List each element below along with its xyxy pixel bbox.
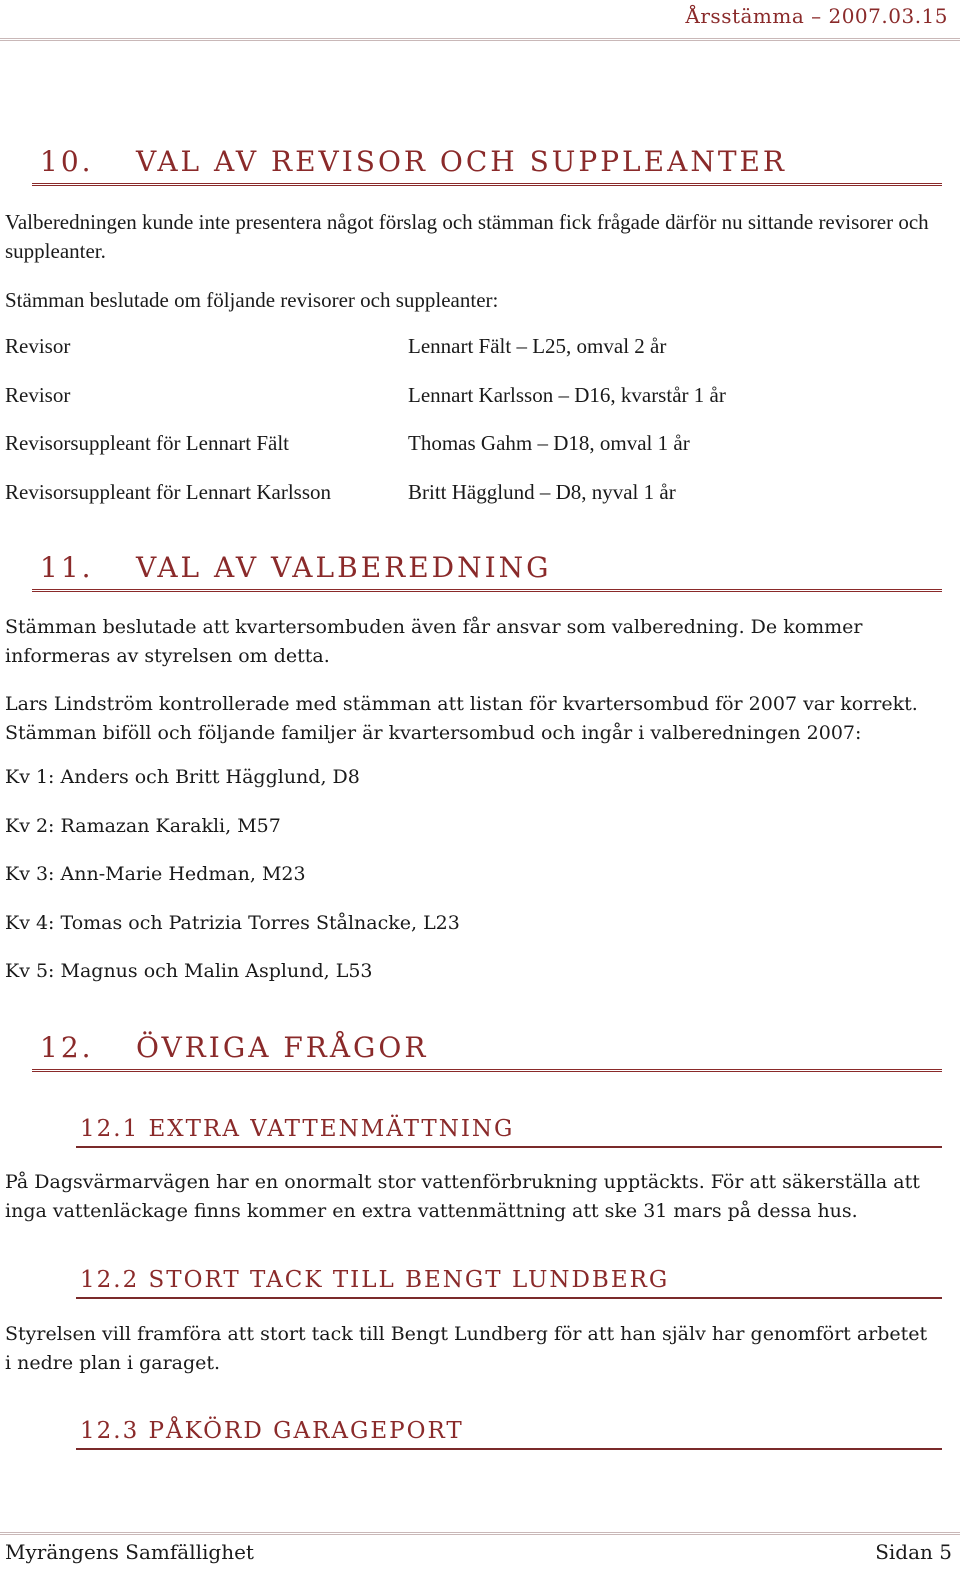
auditor-role: Revisor [5, 334, 71, 358]
auditor-name: Lennart Karlsson – D16, kvarstår 1 år [408, 383, 726, 407]
subsection-12-1-text: På Dagsvärmarvägen har en onormalt stor vattenförbrukning upptäckts. För att säkerställa att inga vattenläckage finns kommer en extra vattenmättning att ske 31 mars på dessa hus. [5, 1171, 920, 1222]
auditor-role: Revisor [5, 383, 71, 407]
subsection-12-1-title: 12.1 EXTRA VATTENMÄTTNING [80, 1116, 515, 1142]
subsection-12-3-title: 12.3 PÅKÖRD GARAGEPORT [80, 1418, 464, 1444]
district-representative: Kv 3: Ann-Marie Hedman, M23 [5, 863, 306, 885]
district-representative: Kv 1: Anders och Britt Hägglund, D8 [5, 766, 360, 788]
district-representative: Kv 4: Tomas och Patrizia Torres Stålnacke, L23 [5, 912, 460, 934]
footer-divider [0, 1532, 960, 1535]
subsection-12-1-divider [76, 1146, 942, 1148]
subsection-12-3-divider [76, 1448, 942, 1450]
district-representative: Kv 2: Ramazan Karakli, M57 [5, 815, 281, 837]
section-12-heading [40, 1031, 428, 1064]
district-representative: Kv 5: Magnus och Malin Asplund, L53 [5, 960, 373, 982]
auditor-role: Revisorsuppleant för Lennart Fält [5, 431, 290, 455]
subsection-12-2-text: Styrelsen vill framföra att stort tack till Bengt Lundberg för att han själv har genomfört arbetet i nedre plan i garaget. [5, 1323, 928, 1374]
subsection-12-2-divider [76, 1297, 942, 1299]
section-12-number: 12. [40, 1031, 94, 1064]
section-10-title: VAL AV REVISOR OCH SUPPLEANTER [136, 145, 788, 178]
section-11-number: 11. [40, 551, 94, 584]
section-10-paragraph-1: Valberedningen kunde inte presentera något förslag och stämman fick frågade därför nu sittande revisorer och suppleanter. [5, 210, 929, 263]
page-header-title: Årsstämma – 2007.03.15 [685, 4, 948, 28]
auditor-name: Thomas Gahm – D18, omval 1 år [408, 431, 690, 455]
footer-organization: Myrängens Samfällighet [5, 1540, 254, 1564]
section-11-paragraph-2: Lars Lindström kontrollerade med stämman att listan för kvartersombud för 2007 var korrekt. Stämman biföll och följande familjer är kvartersombud och ingår i valberedningen 2007: [5, 693, 918, 744]
auditor-name: Britt Hägglund – D8, nyval 1 år [408, 480, 676, 504]
footer-page-number: Sidan 5 [875, 1540, 952, 1564]
section-10-heading [40, 145, 787, 178]
section-11-paragraph-1: Stämman beslutade att kvartersombuden även får ansvar som valberedning. De kommer informeras av styrelsen om detta. [5, 616, 863, 667]
subsection-12-2-title: 12.2 STORT TACK TILL BENGT LUNDBERG [80, 1267, 670, 1293]
section-10-divider [32, 183, 942, 186]
section-10-number: 10. [40, 145, 94, 178]
auditor-role: Revisorsuppleant för Lennart Karlsson [5, 480, 332, 504]
section-12-title: ÖVRIGA FRÅGOR [136, 1031, 429, 1064]
auditor-name: Lennart Fält – L25, omval 2 år [408, 334, 667, 358]
section-11-title: VAL AV VALBEREDNING [136, 551, 552, 584]
header-divider [0, 38, 960, 41]
section-11-heading [40, 551, 552, 584]
section-10-paragraph-2: Stämman beslutade om följande revisorer och suppleanter: [5, 288, 499, 312]
section-11-divider [32, 589, 942, 592]
section-12-divider [32, 1069, 942, 1072]
